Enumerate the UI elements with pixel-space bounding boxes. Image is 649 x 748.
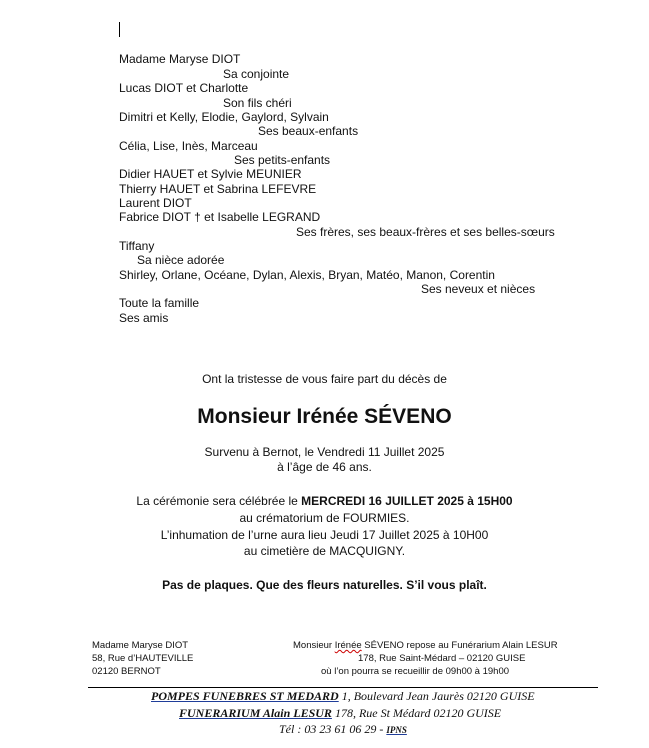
family-relation: Ses neveux et nièces xyxy=(421,282,536,296)
announcement-intro: Ont la tristesse de vous faire part du décès de xyxy=(202,372,447,386)
family-relation: Ses frères, ses beaux-frères et ses belles-sœurs xyxy=(296,225,555,239)
death-details: Survenu à Bernot, le Vendredi 11 Juillet 2025 xyxy=(204,445,445,459)
family-relation: Ses petits-enfants xyxy=(234,153,331,167)
family-relation: Sa conjointe xyxy=(223,67,290,81)
family-line: Tiffany xyxy=(119,239,155,253)
family-relation: Son fils chéri xyxy=(223,96,292,110)
cemetery-line: au cimetière de MACQUIGNY. xyxy=(243,544,406,558)
family-line: Laurent DIOT xyxy=(119,196,192,210)
family-line: Toute la famille xyxy=(119,296,200,310)
repose-line xyxy=(293,639,558,652)
pompes-funebres-address: 1, Boulevard Jean Jaurès 02120 GUISE xyxy=(338,689,535,703)
family-relation: Sa nièce adorée xyxy=(137,253,225,267)
address-street: 58, Rue d’HAUTEVILLE xyxy=(92,653,194,664)
age-line: à l’âge de 46 ans. xyxy=(277,460,372,474)
family-line: Fabrice DIOT † et Isabelle LEGRAND xyxy=(119,210,321,224)
repose-rest: SÉVENO repose au Funérarium Alain LESUR xyxy=(361,640,558,651)
phone-number: Tél : 03 23 61 06 29 xyxy=(279,722,377,736)
address-city: 02120 BERNOT xyxy=(92,666,161,677)
family-line: Madame Maryse DIOT xyxy=(119,52,241,66)
footer-pompes-funebres xyxy=(151,688,535,704)
funerarium-address: 178, Rue St Médard 02120 GUISE xyxy=(331,706,502,720)
address-name: Madame Maryse DIOT xyxy=(92,640,189,651)
funerarium-link[interactable]: FUNERARIUM Alain LESUR xyxy=(179,706,332,720)
ipns-mark: IPNS xyxy=(386,725,407,735)
family-line: Célia, Lise, Inès, Marceau xyxy=(119,139,258,153)
ceremony-line xyxy=(0,494,649,509)
repose-first-name: Irénée xyxy=(334,640,362,651)
family-line: Ses amis xyxy=(119,311,169,325)
family-line: Thierry HAUET et Sabrina LEFEVRE xyxy=(119,182,317,196)
footer-funerarium xyxy=(179,705,501,721)
footer-phone xyxy=(279,721,407,738)
funeral-home-street: 178, Rue Saint-Médard – 02120 GUISE xyxy=(358,653,526,664)
crematorium-line: au crématorium de FOURMIES. xyxy=(239,511,410,525)
ipns-separator: - xyxy=(376,722,387,736)
flowers-note: Pas de plaques. Que des fleurs naturelles. S’il vous plaît. xyxy=(162,578,487,592)
ceremony-date: MERCREDI 16 JUILLET 2025 à 15H00 xyxy=(301,494,513,508)
family-relation: Ses beaux-enfants xyxy=(258,124,359,138)
deceased-name: Monsieur Irénée SÉVENO xyxy=(197,405,452,428)
family-line: Shirley, Orlane, Océane, Dylan, Alexis, Bryan, Matéo, Manon, Corentin xyxy=(119,268,495,282)
inhumation-line: L’inhumation de l’urne aura lieu Jeudi 17 Juillet 2025 à 10H00 xyxy=(160,528,489,542)
family-line: Lucas DIOT et Charlotte xyxy=(119,81,249,95)
family-line: Didier HAUET et Sylvie MEUNIER xyxy=(119,167,302,181)
pompes-funebres-link[interactable]: POMPES FUNEBRES ST MEDARD xyxy=(151,689,339,703)
text-cursor xyxy=(119,22,120,37)
repose-prefix: Monsieur xyxy=(293,640,335,651)
family-line: Dimitri et Kelly, Elodie, Gaylord, Sylvain xyxy=(119,110,329,124)
ceremony-prefix: La cérémonie sera célébrée le xyxy=(136,494,302,508)
visiting-hours: où l’on pourra se recueillir de 09h00 à 19h00 xyxy=(321,666,510,677)
